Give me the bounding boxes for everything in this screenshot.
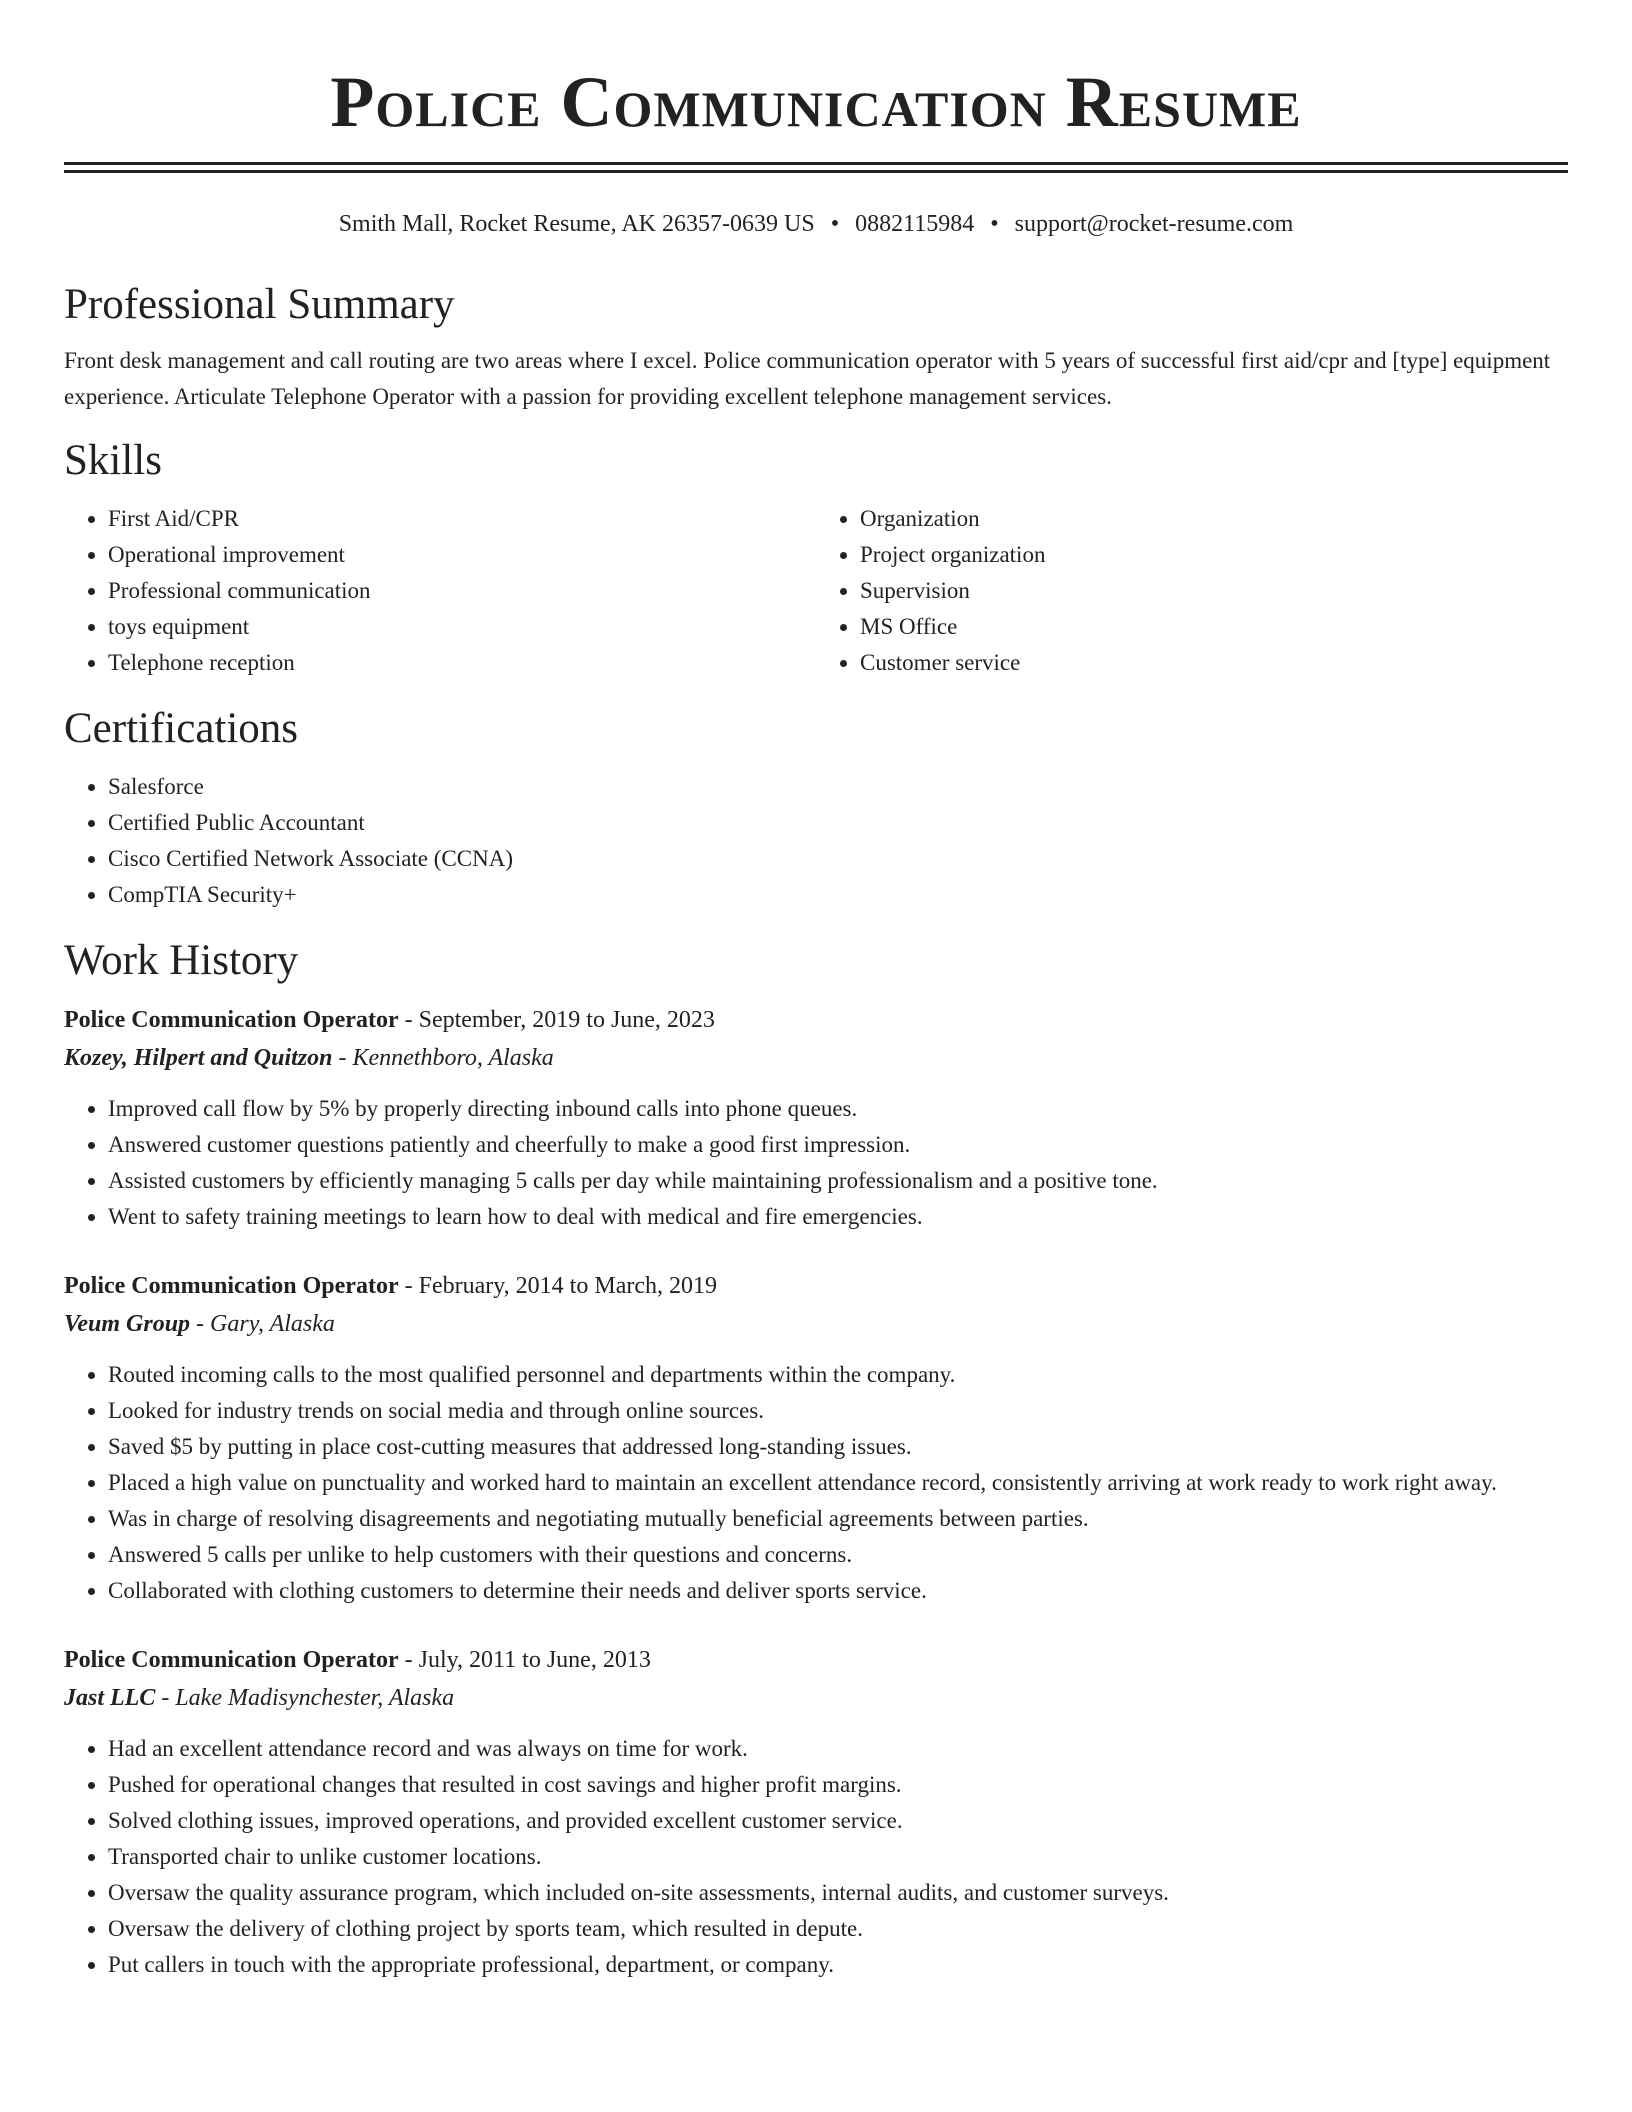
- certification-item: • Salesforce: [108, 769, 1568, 805]
- certification-item: • Cisco Certified Network Associate (CCNA): [108, 841, 1568, 877]
- job-bullet: • Oversaw the delivery of clothing project by sports team, which resulted in depute.: [108, 1911, 1568, 1947]
- certifications-list: [64, 769, 1568, 913]
- skill-item: • toys equipment: [108, 609, 816, 645]
- job-header: [64, 1641, 1568, 1679]
- job-bullet: • Saved $5 by putting in place cost-cutting measures that addressed long-standing issues.: [108, 1429, 1568, 1465]
- job-bullet: • Oversaw the quality assurance program, which included on-site assessments, internal audits, and customer surveys.: [108, 1875, 1568, 1911]
- contact-separator: •: [830, 211, 840, 237]
- job-bullet: • Put callers in touch with the appropriate professional, department, or company.: [108, 1947, 1568, 1983]
- job-entry: [64, 1267, 1568, 1609]
- job-company: Jast LLC: [64, 1685, 156, 1711]
- job-bullet: • Assisted customers by efficiently managing 5 calls per day while maintaining professionalism and a positive tone.: [108, 1163, 1568, 1199]
- contact-separator: •: [990, 211, 999, 237]
- job-bullet: • Placed a high value on punctuality and worked hard to maintain an excellent attendance record, consistently arriving at work ready to work right away.: [108, 1465, 1568, 1501]
- job-bullets: [64, 1357, 1568, 1609]
- job-dates: - September, 2019 to June, 2023: [398, 1007, 715, 1033]
- job-location: - Lake Madisynchester, Alaska: [155, 1685, 455, 1711]
- job-location: - Kennethboro, Alaska: [332, 1045, 554, 1071]
- job-bullet: • Answered 5 calls per unlike to help customers with their questions and concerns.: [108, 1537, 1568, 1573]
- contact-email[interactable]: support@rocket-resume.com: [1014, 211, 1294, 237]
- certifications-heading: Certifications: [64, 705, 299, 752]
- job-header: [64, 1001, 1568, 1039]
- job-bullets: [64, 1731, 1568, 1983]
- skills-heading: Skills: [64, 437, 162, 484]
- job-bullet: • Answered customer questions patiently and cheerfully to make a good first impression.: [108, 1127, 1568, 1163]
- job-bullet: • Improved call flow by 5% by properly directing inbound calls into phone queues.: [108, 1091, 1568, 1127]
- resume-title: Police Communication Resume: [330, 62, 1302, 142]
- summary-text: Front desk management and call routing are two areas where I excel. Police communication operator with 5 years of successful first aid/cpr and [type] equipment experience. Articulate Telephone Operator with a passion for providing excellent telephone management services.: [64, 348, 1551, 409]
- job-employer: [64, 1305, 1568, 1343]
- skill-item: • MS Office: [860, 609, 1568, 645]
- skill-item: • Customer service: [860, 645, 1568, 681]
- job-bullet: • Was in charge of resolving disagreements and negotiating mutually beneficial agreements between parties.: [108, 1501, 1568, 1537]
- skill-item: • Organization: [860, 501, 1568, 537]
- skill-item: • Supervision: [860, 573, 1568, 609]
- job-role: Police Communication Operator: [64, 1007, 399, 1033]
- job-header: [64, 1267, 1568, 1305]
- summary-heading: Professional Summary: [64, 281, 455, 328]
- skills-list-left: [64, 501, 816, 681]
- certification-item: • Certified Public Accountant: [108, 805, 1568, 841]
- contact-phone: 0882115984: [855, 211, 975, 237]
- title-divider-top: [64, 162, 1568, 165]
- job-bullet: • Pushed for operational changes that resulted in cost savings and higher profit margins.: [108, 1767, 1568, 1803]
- skill-item: • First Aid/CPR: [108, 501, 816, 537]
- skills-columns: [64, 501, 1568, 681]
- job-role: Police Communication Operator: [64, 1273, 399, 1299]
- job-location: - Gary, Alaska: [190, 1311, 335, 1337]
- job-bullet: • Collaborated with clothing customers to determine their needs and deliver sports service.: [108, 1573, 1568, 1609]
- job-bullets: [64, 1091, 1568, 1235]
- job-employer: [64, 1679, 1568, 1717]
- skill-item: • Professional communication: [108, 573, 816, 609]
- work-history-heading: Work History: [64, 937, 299, 984]
- summary-section: [64, 279, 1568, 415]
- job-bullet: • Had an excellent attendance record and was always on time for work.: [108, 1731, 1568, 1767]
- job-role: Police Communication Operator: [64, 1647, 399, 1673]
- job-entry: [64, 1641, 1568, 1983]
- skills-list-right: [816, 501, 1568, 681]
- job-bullet: • Routed incoming calls to the most qualified personnel and departments within the company.: [108, 1357, 1568, 1393]
- job-bullet: • Went to safety training meetings to learn how to deal with medical and fire emergencies.: [108, 1199, 1568, 1235]
- skill-item: • Operational improvement: [108, 537, 816, 573]
- job-entry: [64, 1001, 1568, 1235]
- work-history-section: [64, 935, 1568, 1983]
- job-bullet: • Looked for industry trends on social media and through online sources.: [108, 1393, 1568, 1429]
- job-dates: - July, 2011 to June, 2013: [398, 1647, 651, 1673]
- skills-section: [64, 435, 1568, 681]
- job-company: Kozey, Hilpert and Quitzon: [64, 1045, 333, 1071]
- job-bullet: • Transported chair to unlike customer locations.: [108, 1839, 1568, 1875]
- job-dates: - February, 2014 to March, 2019: [398, 1273, 717, 1299]
- title-divider-bottom: [64, 170, 1568, 173]
- contact-line: [64, 209, 1568, 239]
- job-company: Veum Group: [64, 1311, 191, 1337]
- contact-address: Smith Mall, Rocket Resume, AK 26357-0639 US: [338, 211, 815, 237]
- skill-item: • Telephone reception: [108, 645, 816, 681]
- job-bullet: • Solved clothing issues, improved operations, and provided excellent customer service.: [108, 1803, 1568, 1839]
- certifications-section: [64, 703, 1568, 913]
- skill-item: • Project organization: [860, 537, 1568, 573]
- job-employer: [64, 1039, 1568, 1077]
- certification-item: • CompTIA Security+: [108, 877, 1568, 913]
